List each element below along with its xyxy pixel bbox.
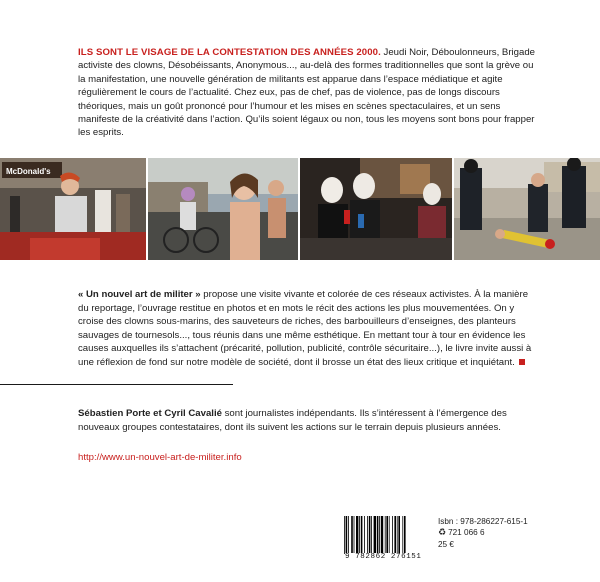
end-square-icon (519, 359, 525, 365)
code-row (438, 527, 528, 538)
authors-bio: sont journalistes indépendants. Ils s’intéressent à l’émergence des nouveaux groupes contestataires, dont ils suivent les actions sur le terrain depuis plusieurs années. (78, 408, 507, 433)
barcode-bar (379, 516, 380, 554)
barcode-bar (346, 516, 348, 554)
barcode-bar (374, 516, 376, 554)
intro-paragraph (78, 46, 540, 140)
barcode-bar (367, 516, 368, 554)
isbn-line: Isbn : 978-286227-615-1 (438, 517, 528, 526)
barcode-bar (369, 516, 371, 554)
barcode-bar (377, 516, 379, 554)
barcode-bar (394, 516, 396, 554)
website-link[interactable]: http://www.un-nouvel-art-de-militer.info (78, 452, 242, 463)
barcode-bar (359, 516, 360, 554)
divider-rule (0, 384, 233, 385)
barcode-bar (356, 516, 358, 554)
author-names: Sébastien Porte et Cyril Cavalié (78, 408, 222, 419)
barcode-bar (351, 516, 353, 554)
barcode-bar (348, 516, 349, 554)
isbn-block (438, 516, 528, 550)
intro-headline: ILS SONT LE VISAGE DE LA CONTESTATION DES ANNÉES 2000. (78, 47, 381, 58)
description-paragraph (78, 288, 540, 370)
photo-cyclists (148, 158, 298, 260)
barcode-bar (398, 516, 400, 554)
price: 25 € (438, 539, 454, 549)
barcode-bar (361, 516, 363, 554)
barcode-digits: 9 782862 276151 (345, 553, 433, 561)
barcode-bar (389, 516, 390, 554)
photo-masked-activists (300, 158, 452, 260)
barcode-bar (371, 516, 372, 554)
barcode-bar (381, 516, 383, 554)
description-lead: « Un nouvel art de militer » (78, 289, 201, 300)
barcode-bar (344, 516, 345, 554)
barcode-bar (386, 516, 388, 554)
barcode-bar (354, 516, 355, 554)
intro-body: Jeudi Noir, Déboulonneurs, Brigade activiste des clowns, Désobéissants, Anonymous..., au-delà des formes traditionnelles que sont la grève ou la manifestation, une nouvelle génération de militants est apparue dans l’espace médiatique et agite régulièrement le cours de l’actualité. Chez eux, pas de chef, pas de violence, pas de longs discours théoriques, mais un goût prononcé pour l’humour et les mises en scènes spectaculaires, et un sens manifeste de la créativité dans l’action. Qu’ils soient légaux ou non, tous les moyens sont bons pour frapper les esprits. (78, 47, 535, 139)
description-body: propose une visite vivante et colorée de ces réseaux activistes. À la manière du reportage, l’ouvrage restitue en photos et en mots le récit des actions les plus mouvementées. On y croise des clowns sous-marins, des sauveteurs de riches, des barbouilleurs d’enseignes, des planteurs sauvages de tournesols..., tous réunis dans une même esthétique. En mettant tour à tour en évidence les causes auxquelles ils s’attachent (précarité, pollution, publicité, contrôle sécuritaire...), le livre invite aussi à une réflexion de fond sur notre modèle de société, dont il brosse un état des lieux critique et inquiétant. (78, 289, 532, 368)
recycle-icon: ♻ (438, 527, 447, 538)
barcode-bar (397, 516, 398, 554)
authors-paragraph (78, 407, 538, 434)
mcdonalds-sign-text: McDonald's (6, 167, 51, 176)
photo-mcdonalds-protest (0, 158, 146, 260)
barcode-bar (402, 516, 403, 554)
barcode-bar (364, 516, 365, 554)
photo-strip (0, 158, 600, 260)
code-line: 721 066 6 (448, 528, 485, 538)
barcode-bar (404, 516, 406, 554)
barcode-bar (385, 516, 386, 554)
barcode-bar (392, 516, 393, 554)
photo-police-arrest (454, 158, 600, 260)
